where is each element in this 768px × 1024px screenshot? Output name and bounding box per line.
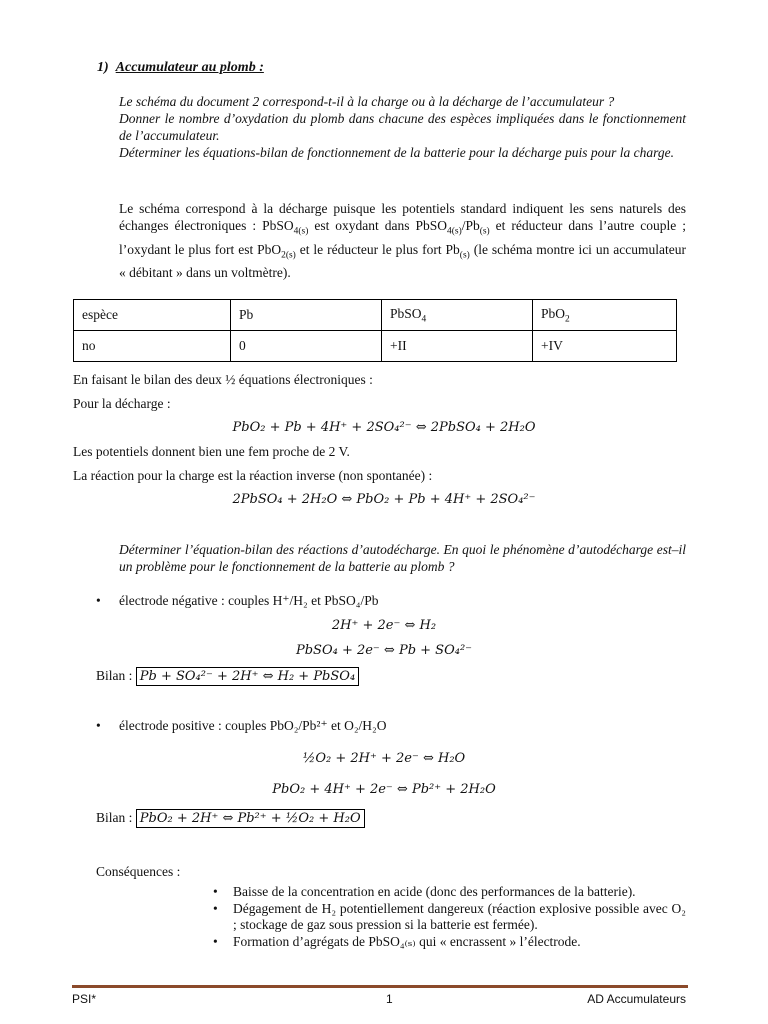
positive-eq-1: ½O₂ + 2H⁺ + 2e⁻ ⇔ H₂O (302, 751, 466, 766)
list-item: • Formation d’agrégats de PbSO₄₍ₛ₎ qui « encrassent » l’électrode. (213, 934, 686, 950)
footer-rule (72, 985, 688, 988)
table-cell: PbO$_2$ (533, 300, 677, 331)
negative-bilan-box: Pb + SO₄²⁻ + 2H⁺ ⇔ H₂ + PbSO₄ (136, 667, 359, 686)
question-1-line-1: Le schéma du document 2 correspond-t-il à la charge ou à la décharge de l’accumulateur ? (119, 94, 615, 109)
table-row (74, 331, 677, 362)
positive-bilan-box: PbO₂ + 2H⁺ ⇔ Pb²⁺ + ½O₂ + H₂O (136, 809, 365, 828)
question-2: Déterminer l’équation-bilan des réactions d’autodécharge. En quoi le phénomène d’autodécharge est–il un problème pour le fonctionnement de la batterie au plomb ? (119, 542, 686, 574)
answer-1: Le schéma correspond à la décharge puisque les potentiels standard indiquent les sens naturels des échanges électroniques : PbSO$_{4(s)}$ est oxydant dans $PbSO_{4(s)}/Pb_{(s)}$ et réducteur dans l’autre couple ; l’oxydant le plus fort est PbO$_{2(s)}$ et le réducteur le plus fort $Pb_{(s)}$ (le schéma montre ici un accumulateur « débitant » dans un voltmètre). (119, 201, 687, 281)
negative-eq-2: PbSO₄ + 2e⁻ ⇔ Pb + SO₄²⁻ (295, 643, 473, 658)
fem-text: Les potentiels donnent bien une fem proche de 2 V. (73, 444, 350, 459)
footer-right: AD Accumulateurs (587, 992, 686, 1006)
table-cell: 0 (231, 331, 382, 362)
footer-left: PSI* (72, 992, 97, 1006)
pour-decharge: Pour la décharge : (73, 396, 171, 411)
question-1-line-2: Donner le nombre d’oxydation du plomb dans chacune des espèces impliquées dans le fonctionnement de l’accumulateur. (119, 111, 686, 143)
equation-decharge: PbO₂ + Pb + 4H⁺ + 2SO₄²⁻ ⇔ 2PbSO₄ + 2H₂O (232, 420, 536, 435)
table-cell: PbSO$_4$ (382, 300, 533, 331)
charge-intro: La réaction pour la charge est la réaction inverse (non spontanée) : (73, 468, 433, 483)
page-number: 1 (386, 992, 393, 1006)
section-title (97, 60, 264, 76)
table-cell: espèce (74, 300, 231, 331)
question-1 (119, 93, 686, 161)
positive-eq-2: PbO₂ + 4H⁺ + 2e⁻ ⇔ Pb²⁺ + 2H₂O (272, 782, 496, 797)
negative-eq-1: 2H⁺ + 2e⁻ ⇔ H₂ (331, 618, 437, 633)
section-title-text: Accumulateur au plomb : (115, 60, 264, 75)
positive-bilan: Bilan : PbO₂ + 2H⁺ ⇔ Pb²⁺ + ½O₂ + H₂O (96, 810, 365, 826)
oxidation-table (73, 299, 677, 362)
equation-charge: 2PbSO₄ + 2H₂O ⇔ PbO₂ + Pb + 4H⁺ + 2SO₄²⁻ (232, 492, 536, 507)
table-cell: Pb (231, 300, 382, 331)
consequences-label: Conséquences : (96, 864, 181, 879)
table-cell: +IV (533, 331, 677, 362)
table-cell: no (74, 331, 231, 362)
bilan-intro: En faisant le bilan des deux ½ équations électroniques : (73, 372, 373, 387)
bullet-negative: • électrode négative : couples H⁺/H₂ et PbSO₄/Pb (96, 593, 379, 608)
table-cell: +II (382, 331, 533, 362)
question-1-line-3: Déterminer les équations-bilan de fonctionnement de la batterie pour la décharge puis pour la charge. (119, 145, 675, 160)
table-row (74, 300, 677, 331)
list-item: • Baisse de la concentration en acide (donc des performances de la batterie). (213, 884, 686, 900)
section-number: 1) (97, 60, 109, 75)
list-item: • Dégagement de H₂ potentiellement dangereux (réaction explosive possible avec O₂ ; stockage de gaz sous pression si la batterie est fermée). (213, 901, 686, 933)
bullet-positive: • électrode positive : couples PbO₂/Pb²⁺ et O₂/H₂O (96, 718, 387, 733)
consequences-list (213, 884, 686, 951)
negative-bilan: Bilan : Pb + SO₄²⁻ + 2H⁺ ⇔ H₂ + PbSO₄ (96, 668, 359, 684)
